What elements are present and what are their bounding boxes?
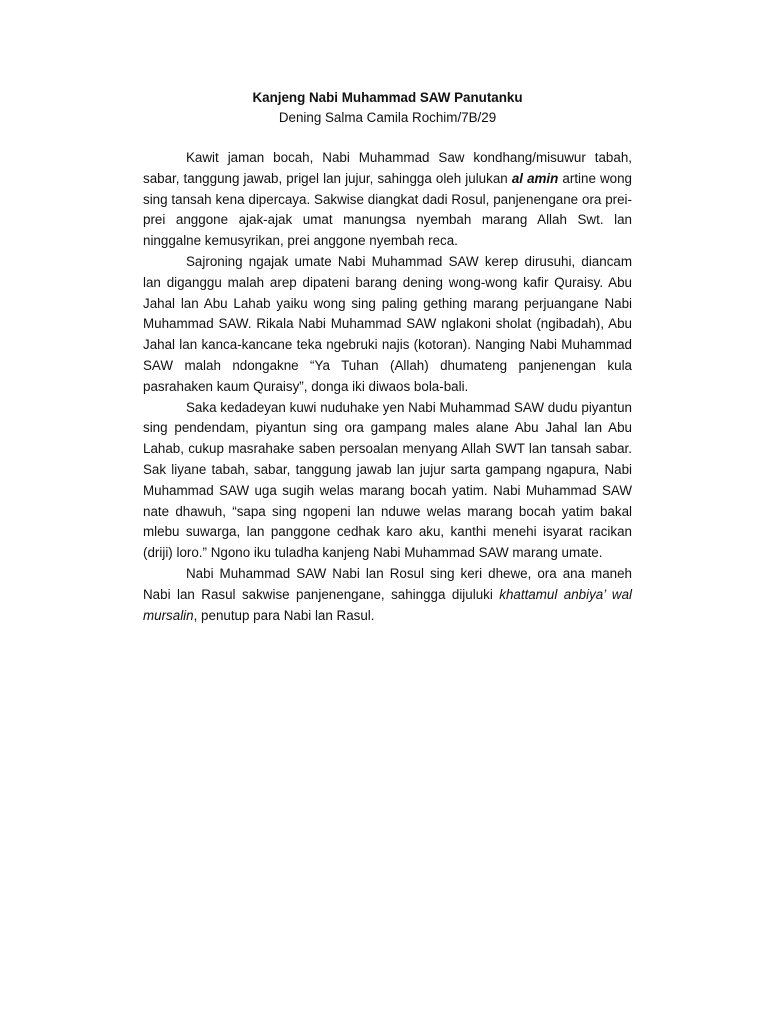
paragraph-3: Saka kedadeyan kuwi nuduhake yen Nabi Muhammad SAW dudu piyantun sing pendendam, piyantun sing ora gampang males alane Abu Jahal lan Abu Lahab, cukup masrahake saben persoalan menyang Allah SWT lan tansah sabar. Sak liyane tabah, sabar, tanggung jawab lan jujur sarta gampang ngapura, Nabi Muhammad SAW uga sugih welas marang bocah yatim. Nabi Muhammad SAW nate dhawuh, “sapa sing ngopeni lan nduwe welas marang bocah yatim bakal mlebu suwarga, lan panggone cedhak karo aku, kanthi menehi isyarat racikan (driji) loro.” Ngono iku tuladha kanjeng Nabi Muhammad SAW marang umate. — [143, 399, 632, 561]
document-author: Dening Salma Camila Rochim/7B/29 — [278, 110, 497, 125]
paragraph-4 — [143, 564, 632, 626]
paragraph-1-text-b: artine wong sing tansah kena dipercaya. Sakwise diangkat dadi Rosul, panjenengane ora prei-prei anggone ajak-ajak umat manungsa nyembah marang Allah Swt. lan ninggalne kemusyrikan, prei anggone nyembah reca. — [143, 170, 633, 249]
document-title: Kanjeng Nabi Muhammad SAW Panutanku — [252, 90, 523, 105]
paragraph-1-text-a: Kawit jaman bocah, Nabi Muhammad Saw kondhang/misuwur tabah, sabar, tanggung jawab, prigel lan jujur, sahingga oleh julukan — [143, 150, 632, 186]
paragraph-1 — [143, 148, 632, 252]
paragraph-2: Sajroning ngajak umate Nabi Muhammad SAW kerep dirusuhi, diancam lan diganggu malah arep dipateni barang dening wong-wong kafir Quraisy. Abu Jahal lan Abu Lahab yaiku wong sing paling gething marang perjuangane Nabi Muhammad SAW. Rikala Nabi Muhammad SAW nglakoni sholat (ngibadah), Abu Jahal lan kanca-kancane teka ngebruki najis (kotoran). Nanging Nabi Muhammad SAW malah ndongakne “Ya Tuhan (Allah) dhumateng panjenengan kula pasrahaken kaum Quraisy”, donga iki diwaos bola-bali. — [143, 253, 632, 394]
paragraph-4-text-a: Nabi Muhammad SAW Nabi lan Rosul sing keri dhewe, ora ana maneh Nabi lan Rasul sakwise panjenengane, sahingga dijuluki — [143, 565, 632, 602]
paragraph-4-emphasis: khattamul anbiya’ wal mursalin — [143, 586, 632, 623]
document-page — [143, 88, 632, 626]
paragraph-4-text-b: , penutup para Nabi lan Rasul. — [193, 607, 375, 623]
paragraph-1-emphasis: al amin — [511, 170, 559, 186]
